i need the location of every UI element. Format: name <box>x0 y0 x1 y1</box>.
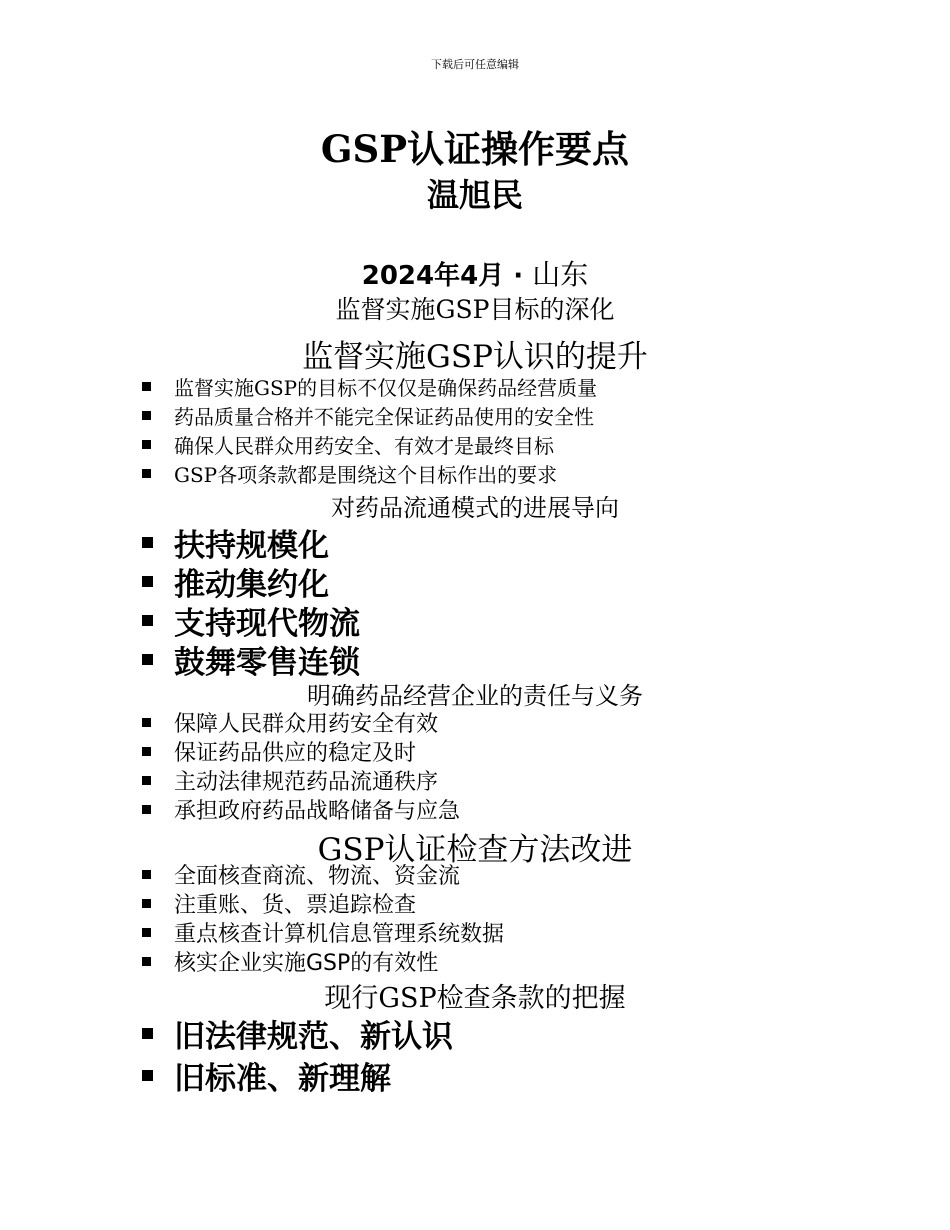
responsibility-list <box>142 708 460 824</box>
section-heading-clauses: 现行GSP检查条款的把握 <box>324 983 626 1014</box>
list-item-text: 注重账、货、票追踪检查 <box>174 893 417 918</box>
square-bullet-icon <box>142 382 151 391</box>
square-bullet-icon <box>142 537 153 548</box>
list-item <box>142 737 460 766</box>
square-bullet-icon <box>142 1070 153 1081</box>
list-item-text: 扶持规模化 <box>174 528 329 564</box>
list-item <box>142 766 460 795</box>
author-name: 温旭民 <box>426 176 523 214</box>
list-item-text: 确保人民群众用药安全、有效才是最终目标 <box>174 434 554 458</box>
list-item <box>142 562 360 601</box>
section-heading-inspection: GSP认证检查方法改进 <box>317 832 633 868</box>
square-bullet-icon <box>142 805 151 814</box>
date-text: 2024年4月 <box>361 261 505 291</box>
list-item <box>142 947 504 976</box>
list-item-text: GSP各项条款都是围绕这个目标作出的要求 <box>174 463 558 487</box>
square-bullet-icon <box>142 576 153 587</box>
page-header-note: 下载后可任意编辑 <box>431 58 519 71</box>
recognition-list <box>142 372 597 488</box>
list-item <box>142 889 504 918</box>
clauses-list <box>142 1012 453 1096</box>
square-bullet-icon <box>142 957 151 966</box>
list-item-text: 鼓舞零售连锁 <box>174 645 360 681</box>
list-item <box>142 372 597 401</box>
list-item <box>142 1054 453 1096</box>
list-item-text: 推动集约化 <box>174 567 329 603</box>
date-location <box>0 253 950 293</box>
location-text: 山东 <box>532 258 589 291</box>
square-bullet-icon <box>142 928 151 937</box>
list-item <box>142 918 504 947</box>
list-item-text: 旧标准、新理解 <box>174 1060 391 1097</box>
list-item <box>142 430 597 459</box>
list-item-text: 保障人民群众用药安全有效 <box>174 712 439 737</box>
date-separator: · <box>513 261 524 291</box>
list-item <box>142 708 460 737</box>
list-item-text: 重点核查计算机信息管理系统数据 <box>174 922 505 947</box>
square-bullet-icon <box>142 1028 153 1039</box>
list-item-text: 支持现代物流 <box>174 606 360 642</box>
list-item-text: 承担政府药品战略储备与应急 <box>174 799 461 824</box>
list-item-text: 全面核查商流、物流、资金流 <box>174 864 461 889</box>
list-item-text: 主动法律规范药品流通秩序 <box>174 770 439 795</box>
list-item <box>142 459 597 488</box>
section-heading-recognition: 监督实施GSP认识的提升 <box>302 339 648 375</box>
list-item <box>142 601 360 640</box>
document-title: GSP认证操作要点 <box>320 127 630 171</box>
square-bullet-icon <box>142 654 153 665</box>
list-item <box>142 795 460 824</box>
square-bullet-icon <box>142 870 151 879</box>
list-item <box>142 401 597 430</box>
square-bullet-icon <box>142 615 153 626</box>
list-item <box>142 860 504 889</box>
list-item <box>142 640 360 679</box>
list-item-text: 保证药品供应的稳定及时 <box>174 741 417 766</box>
inspection-list <box>142 860 504 976</box>
list-item <box>142 523 360 562</box>
list-item-text: 旧法律规范、新认识 <box>174 1018 453 1055</box>
list-item-text: 核实企业实施GSP的有效性 <box>174 951 439 976</box>
circulation-list <box>142 523 360 679</box>
section-heading-circulation: 对药品流通模式的进展导向 <box>331 494 619 522</box>
square-bullet-icon <box>142 899 151 908</box>
list-item <box>142 1012 453 1054</box>
square-bullet-icon <box>142 469 151 478</box>
square-bullet-icon <box>142 776 151 785</box>
section-heading-responsibility: 明确药品经营企业的责任与义务 <box>307 682 643 710</box>
square-bullet-icon <box>142 747 151 756</box>
square-bullet-icon <box>142 718 151 727</box>
list-item-text: 药品质量合格并不能完全保证药品使用的安全性 <box>174 405 594 429</box>
list-item-text: 监督实施GSP的目标不仅仅是确保药品经营质量 <box>174 376 598 400</box>
square-bullet-icon <box>142 411 151 420</box>
square-bullet-icon <box>142 440 151 449</box>
section-heading-goal-deepen: 监督实施GSP目标的深化 <box>335 295 615 324</box>
